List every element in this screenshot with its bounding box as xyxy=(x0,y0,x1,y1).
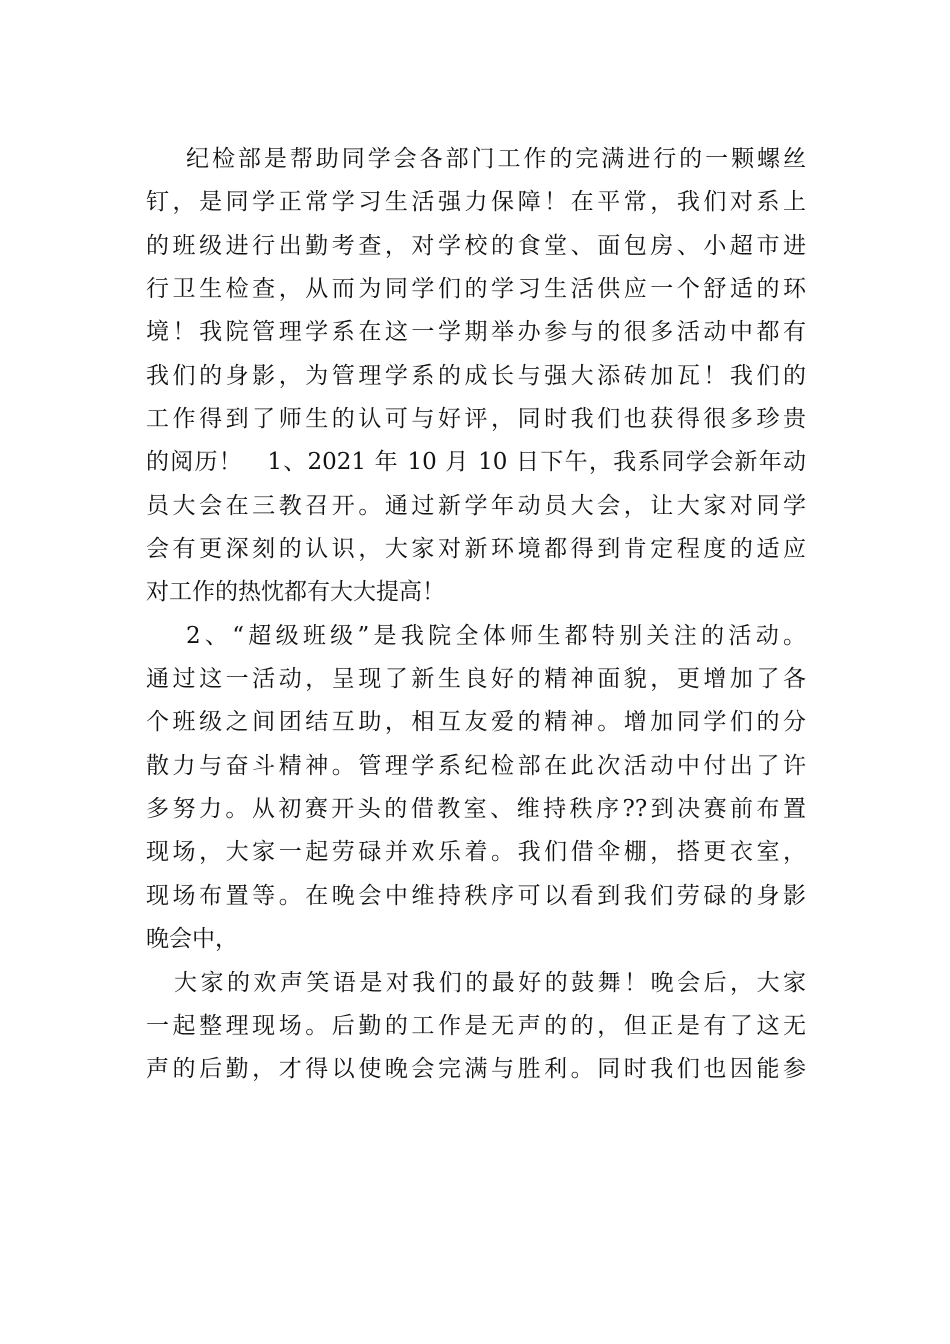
text-line: 个班级之间团结互助，相互友爱的精神。增加同学们的分 xyxy=(146,709,806,735)
text-line: 通过这一活动，呈现了新生良好的精神面貌，更增加了各 xyxy=(146,666,806,692)
text-line: 员大会在三教召开。通过新学年动员大会，让大家对同学 xyxy=(146,493,806,519)
text-line: 会有更深刻的认识，大家对新环境都得到肯定程度的适应 xyxy=(146,536,806,562)
text-line: 行卫生检查，从而为同学们的学习生活供应一个舒适的环 xyxy=(146,276,806,302)
text-line: 的班级进行出勤考查，对学校的食堂、面包房、小超市进 xyxy=(146,233,806,259)
text-line: 我们的身影，为管理学系的成长与强大添砖加瓦！我们的 xyxy=(146,363,806,389)
text-line: 晚会中， xyxy=(146,926,238,952)
text-line: 声的后勤，才得以使晚会完满与胜利。同时我们也因能参 xyxy=(146,1056,806,1082)
text-line: 钉，是同学正常学习生活强力保障！在平常，我们对系上 xyxy=(146,189,806,215)
text-line: 多努力。从初赛开头的借教室、维持秩序??到决赛前布置 xyxy=(146,796,806,822)
text-line: 大家的欢声笑语是对我们的最好的鼓舞！晚会后，大家 xyxy=(174,970,806,996)
text-line: 工作得到了师生的认可与好评，同时我们也获得很多珍贵 xyxy=(146,406,806,432)
text-line: 2、“超级班级”是我院全体师生都特别关注的活动。 xyxy=(186,623,806,649)
text-line: 一起整理现场。后勤的工作是无声的的，但正是有了这无 xyxy=(146,1013,806,1039)
text-line: 纪检部是帮助同学会各部门工作的完满进行的一颗螺丝 xyxy=(186,146,806,172)
text-line: 对工作的热忱都有大大提高！ xyxy=(146,579,445,605)
text-line: 的阅历！ 1、2021 年 10 月 10 日下午，我系同学会新年动 xyxy=(146,449,806,475)
text-line: 散力与奋斗精神。管理学系纪检部在此次活动中付出了许 xyxy=(146,753,806,779)
text-line: 境！我院管理学系在这一学期举办参与的很多活动中都有 xyxy=(146,319,806,345)
text-line: 现场，大家一起劳碌并欢乐着。我们借伞棚，搭更衣室， xyxy=(146,839,806,865)
text-line: 现场布置等。在晚会中维持秩序可以看到我们劳碌的身影 xyxy=(146,883,806,909)
